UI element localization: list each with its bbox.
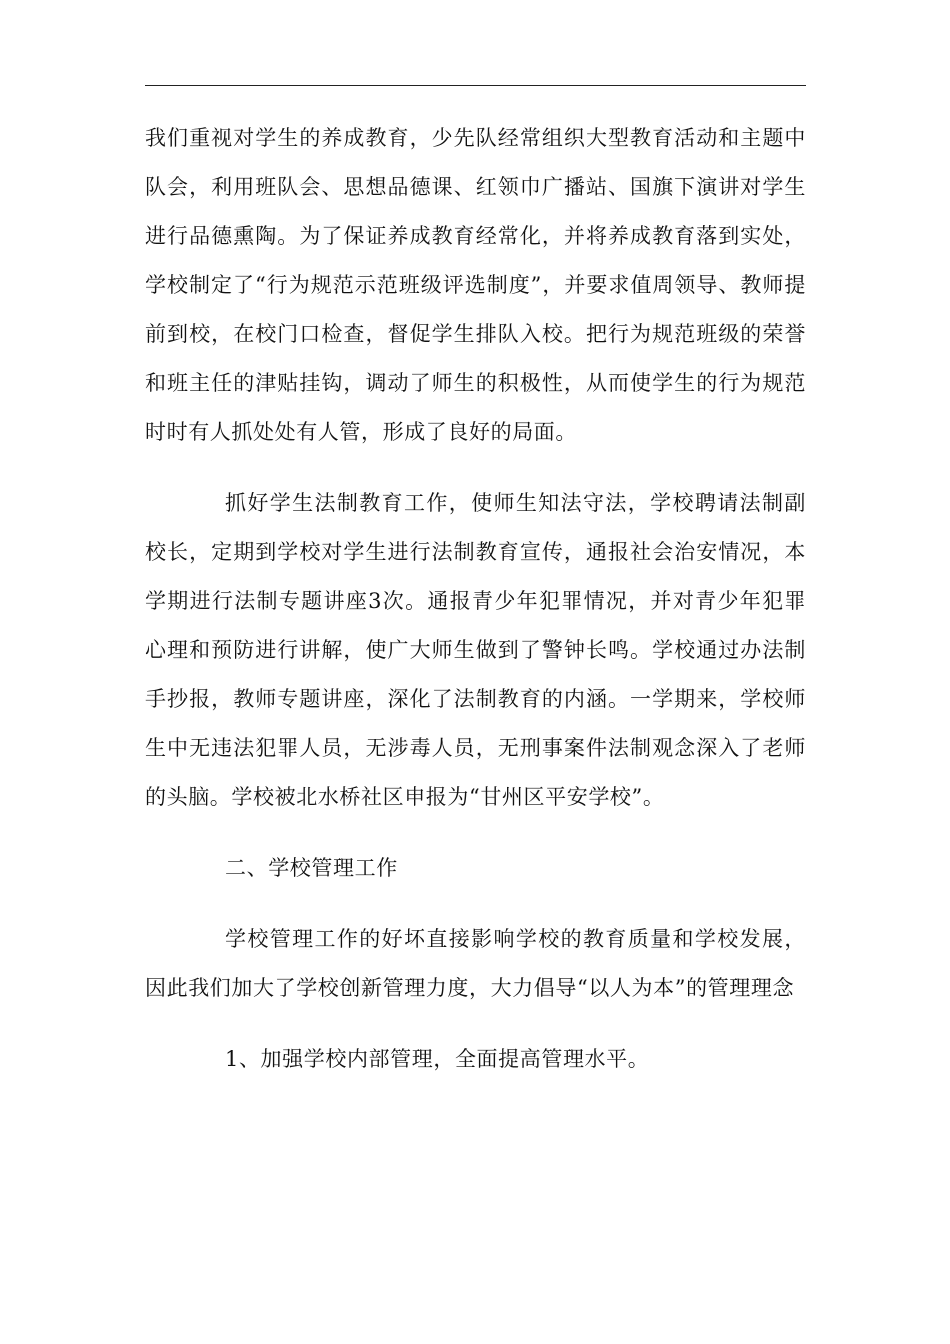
header-rule xyxy=(145,85,806,86)
paragraph-habit-education: 我们重视对学生的养成教育，少先队经常组织大型教育活动和主题中队会，利用班队会、思想品德课、红领巾广播站、国旗下演讲对学生进行品德熏陶。为了保证养成教育经常化，并将养成教育落到实处，学校制定了“行为规范示范班级评选制度”，并要求值周领导、教师提前到校，在校门口检查，督促学生排队入校。把行为规范班级的荣誉和班主任的津贴挂钩，调动了师生的积极性，从而使学生的行为规范时时有人抓处处有人管，形成了良好的局面。 xyxy=(145,126,806,444)
list-item-internal-management: 1、加强学校内部管理，全面提高管理水平。 xyxy=(225,1047,650,1071)
paragraph-legal-education: 抓好学生法制教育工作，使师生知法守法，学校聘请法制副校长，定期到学校对学生进行法制教育宣传，通报社会治安情况，本学期进行法制专题讲座3次。通报青少年犯罪情况，并对青少年犯罪心理和预防进行讲解，使广大师生做到了警钟长鸣。学校通过办法制手抄报，教师专题讲座，深化了法制教育的内涵。一学期来，学校师生中无违法犯罪人员，无涉毒人员，无刑事案件法制观念深入了老师的头脑。学校被北水桥社区申报为“甘州区平安学校”。 xyxy=(145,491,806,809)
document-body xyxy=(145,114,806,1084)
paragraph-management-intro: 学校管理工作的好坏直接影响学校的教育质量和学校发展，因此我们加大了学校创新管理力度，大力倡导“以人为本”的管理理念 xyxy=(145,927,806,1000)
section-heading-school-management: 二、学校管理工作 xyxy=(225,856,398,880)
